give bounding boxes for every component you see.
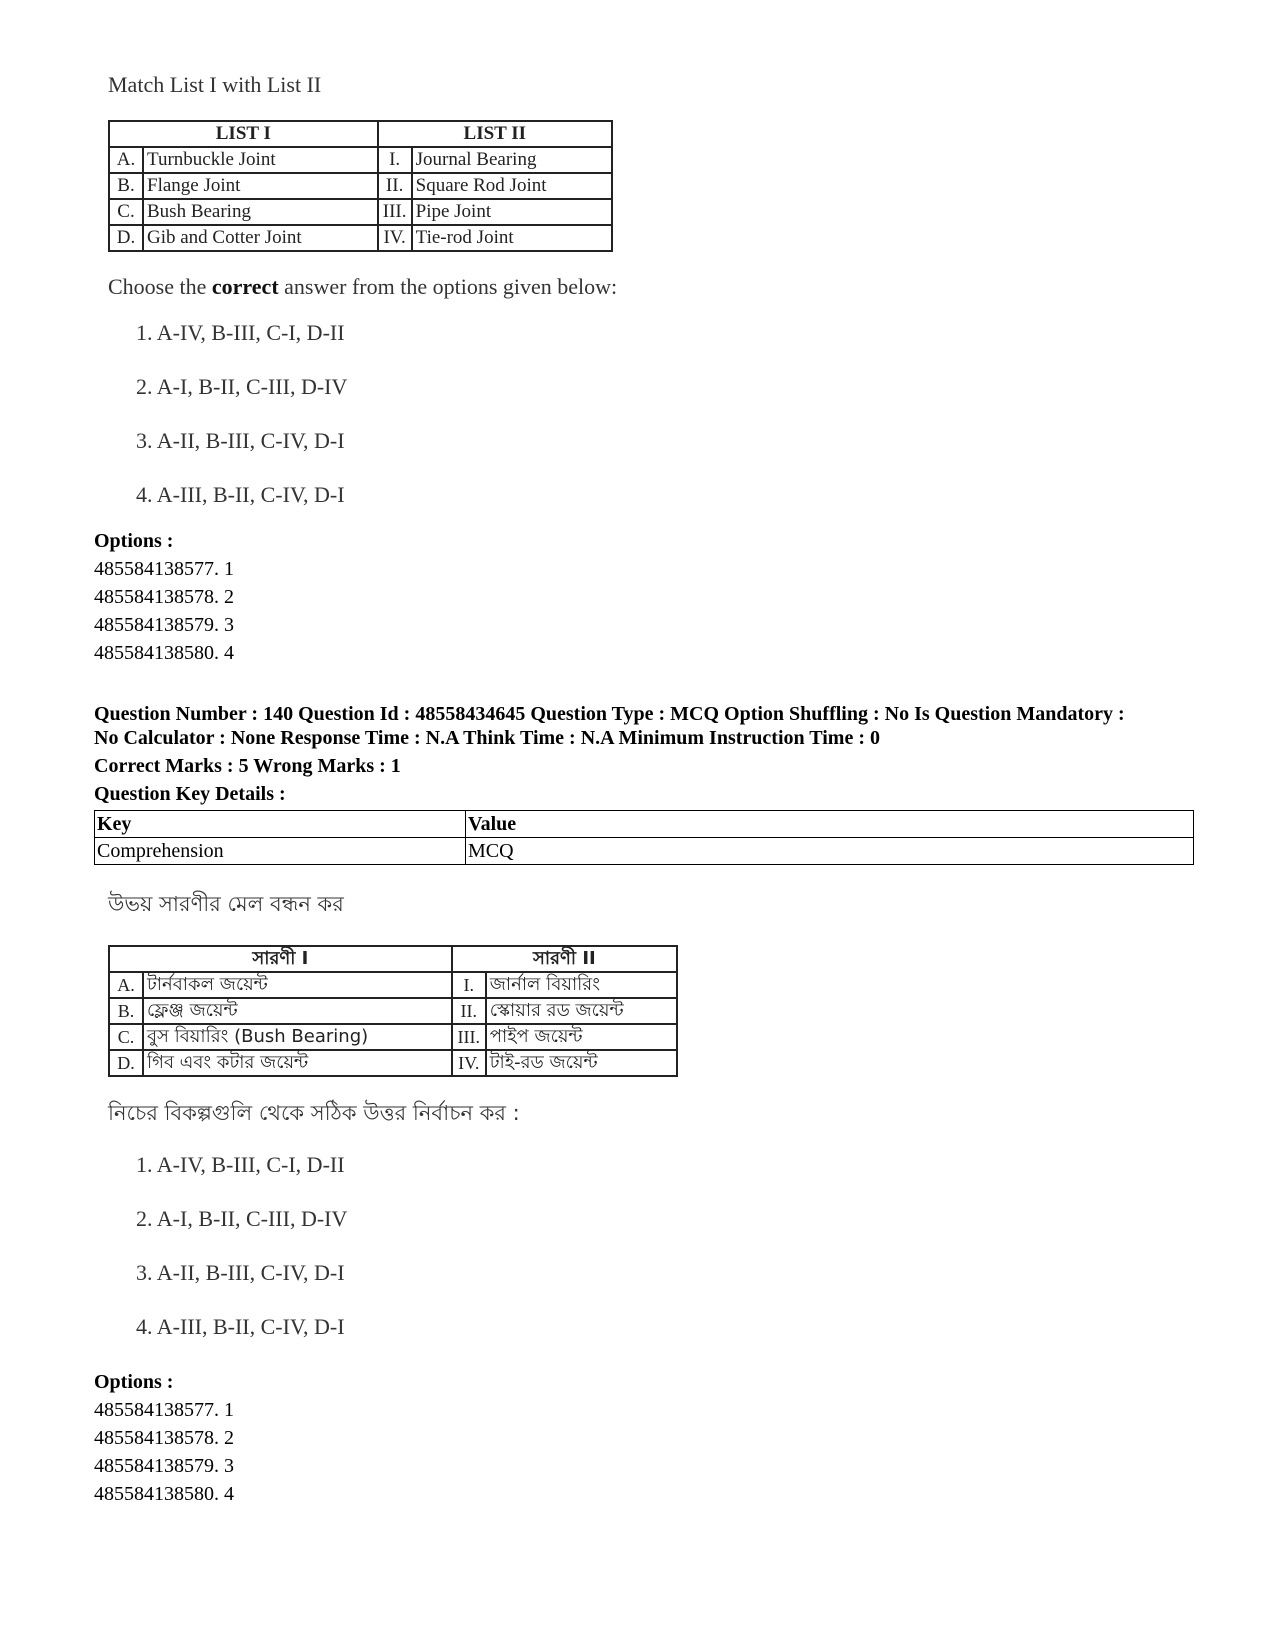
question-139-options [94, 527, 234, 667]
table-row [109, 998, 677, 1024]
answer-item: 1. A-IV, B-III, C-I, D-II [136, 320, 345, 345]
table-header-row [109, 946, 677, 972]
table-row [109, 1024, 677, 1050]
list-2-item: স্কোয়ার রড জয়েন্ট [486, 998, 677, 1024]
option-item: 485584138579. 3 [94, 1455, 234, 1477]
list-1-item: Gib and Cotter Joint [143, 225, 378, 251]
list-1-header: সারণী I [109, 946, 452, 972]
list-1-index: D. [109, 225, 143, 251]
table-row [109, 173, 612, 199]
list-2-header: LIST II [378, 121, 612, 147]
table-header-row [95, 811, 1194, 838]
list-1-index: C. [109, 1024, 143, 1050]
choose-text-pre: Choose the [108, 274, 212, 299]
value-cell: MCQ [466, 838, 1194, 865]
table-row [109, 225, 612, 251]
list-1-item: ফ্লেঞ্জ জয়েন্ট [143, 998, 452, 1024]
choose-text-bold: correct [211, 274, 279, 299]
list-1-index: A. [109, 147, 143, 173]
list-2-item: Square Rod Joint [412, 173, 612, 199]
key-details-label: Question Key Details : [94, 783, 286, 805]
option-item: 485584138580. 4 [94, 642, 234, 664]
list-1-index: C. [109, 199, 143, 225]
list-1-index: B. [109, 173, 143, 199]
choose-text-post: answer from the options given below: [278, 274, 618, 299]
question-lead: উভয় সারণীর মেল বন্ধন কর [108, 892, 344, 916]
option-item: 485584138577. 1 [94, 558, 234, 580]
options-label: Options : [94, 1371, 174, 1393]
list-2-index: I. [452, 972, 486, 998]
list-2-item: Pipe Joint [412, 199, 612, 225]
table-row [109, 199, 612, 225]
answer-list [136, 1150, 678, 1366]
choose-instruction [108, 274, 617, 300]
option-item: 485584138578. 2 [94, 1427, 234, 1449]
table-header-row [109, 121, 612, 147]
match-table [108, 120, 613, 252]
table-row [109, 972, 677, 998]
list-2-index: IV. [378, 225, 412, 251]
answer-item: 2. A-I, B-II, C-III, D-IV [136, 1206, 348, 1231]
list-1-item: বুস বিয়ারিং (Bush Bearing) [143, 1024, 452, 1050]
list-2-index: II. [452, 998, 486, 1024]
list-2-item: পাইপ জয়েন্ট [486, 1024, 677, 1050]
list-1-index: A. [109, 972, 143, 998]
list-1-index: B. [109, 998, 143, 1024]
list-2-item: Tie-rod Joint [412, 225, 612, 251]
list-1-item: টার্নবাকল জয়েন্ট [143, 972, 452, 998]
question-meta-line: Question Number : 140 Question Id : 48558434645 Question Type : MCQ Option Shuffling : No Is Question Mandatory : [94, 703, 1125, 725]
match-table [108, 945, 678, 1077]
list-1-item: গিব এবং কটার জয়েন্ট [143, 1050, 452, 1076]
list-2-index: I. [378, 147, 412, 173]
choose-instruction: নিচের বিকল্পগুলি থেকে সঠিক উত্তর নির্বাচন কর : [108, 1101, 520, 1125]
list-2-item: টাই-রড জয়েন্ট [486, 1050, 677, 1076]
table-row [95, 838, 1194, 865]
table-row [109, 147, 612, 173]
list-1-header: LIST I [109, 121, 378, 147]
answer-item: 3. A-II, B-III, C-IV, D-I [136, 428, 345, 453]
list-2-item: Journal Bearing [412, 147, 612, 173]
list-2-index: IV. [452, 1050, 486, 1076]
value-header: Value [466, 811, 1194, 838]
list-2-header: সারণী II [452, 946, 677, 972]
list-1-item: Turnbuckle Joint [143, 147, 378, 173]
list-1-item: Flange Joint [143, 173, 378, 199]
list-2-index: II. [378, 173, 412, 199]
answer-item: 4. A-III, B-II, C-IV, D-I [136, 1314, 345, 1339]
option-item: 485584138579. 3 [94, 614, 234, 636]
list-2-index: III. [452, 1024, 486, 1050]
list-2-index: III. [378, 199, 412, 225]
table-row [109, 1050, 677, 1076]
question-140-image [108, 888, 678, 1366]
list-1-item: Bush Bearing [143, 199, 378, 225]
option-item: 485584138578. 2 [94, 586, 234, 608]
answer-item: 4. A-III, B-II, C-IV, D-I [136, 482, 345, 507]
answer-item: 2. A-I, B-II, C-III, D-IV [136, 374, 348, 399]
key-details-table [94, 810, 1194, 865]
question-lead: Match List I with List II [108, 72, 322, 97]
list-2-item: জার্নাল বিয়ারিং [486, 972, 677, 998]
answer-item: 3. A-II, B-III, C-IV, D-I [136, 1260, 345, 1285]
marks-line: Correct Marks : 5 Wrong Marks : 1 [94, 755, 401, 777]
question-140-options [94, 1368, 234, 1508]
list-1-index: D. [109, 1050, 143, 1076]
answer-list [136, 318, 617, 534]
question-139-image [108, 72, 617, 534]
option-item: 485584138577. 1 [94, 1399, 234, 1421]
answer-item: 1. A-IV, B-III, C-I, D-II [136, 1152, 345, 1177]
option-item: 485584138580. 4 [94, 1483, 234, 1505]
options-label: Options : [94, 530, 174, 552]
key-header: Key [95, 811, 466, 838]
question-meta-line: No Calculator : None Response Time : N.A Think Time : N.A Minimum Instruction Time : 0 [94, 727, 880, 749]
key-cell: Comprehension [95, 838, 466, 865]
question-140-meta [94, 702, 1194, 865]
